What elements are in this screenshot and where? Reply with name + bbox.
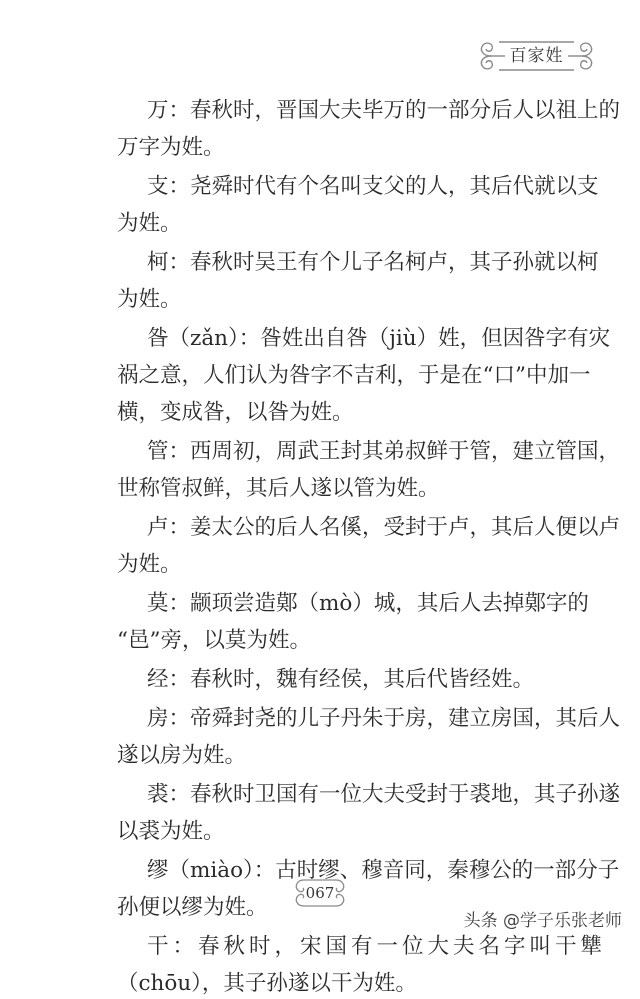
text-line: 为姓。 bbox=[117, 552, 182, 577]
text-line: 卢：姜太公的后人名傒，受封于卢，其后人便以卢 bbox=[147, 515, 621, 540]
text-line: 房：帝舜封尧的儿子丹朱于房，建立房国，其后人 bbox=[147, 706, 621, 731]
text-line: 裘：春秋时卫国有一位大夫受封于裘地，其子孙遂 bbox=[147, 782, 621, 807]
text-line: 支：尧舜时代有个名叫支父的人，其后代就以支 bbox=[147, 174, 599, 199]
text-line: 孙便以缪为姓。 bbox=[117, 895, 268, 920]
page-header bbox=[469, 36, 604, 76]
text-line: 缪（miào）：古时缪、穆音同，秦穆公的一部分子 bbox=[147, 858, 620, 883]
text-line: 遂以房为姓。 bbox=[117, 743, 247, 768]
text-line: （chōu），其子孙遂以干为姓。 bbox=[117, 971, 417, 996]
text-line: 万字为姓。 bbox=[117, 135, 225, 160]
text-line: 经：春秋时，魏有经侯，其后代皆经姓。 bbox=[147, 667, 535, 692]
text-line: 为姓。 bbox=[117, 211, 182, 236]
page-number: 067 bbox=[305, 884, 335, 902]
text-line: 横，变成昝，以昝为姓。 bbox=[117, 400, 354, 425]
text-line: 万：春秋时，晋国大夫毕万的一部分后人以祖上的 bbox=[147, 98, 621, 123]
text-line: 管：西周初，周武王封其弟叔鲜于管，建立管国， bbox=[147, 439, 621, 464]
text-line: “邑”旁，以莫为姓。 bbox=[117, 628, 311, 653]
text-line: 昝（zǎn）：昝姓出自咎（jiù）姓，但因咎字有灾 bbox=[147, 326, 611, 351]
header-title: 百家姓 bbox=[509, 46, 564, 66]
text-line: 祸之意，人们认为咎字不吉利，于是在“口”中加一 bbox=[117, 363, 591, 388]
text-line: 柯：春秋时吴王有个儿子名柯卢，其子孙就以柯 bbox=[147, 250, 599, 275]
text-line: 为姓。 bbox=[117, 287, 182, 312]
text-line: 世称管叔鲜，其后人遂以管为姓。 bbox=[117, 476, 440, 501]
text-line: 干：春秋时，宋国有一位大夫名字叫干犨 bbox=[147, 934, 607, 959]
watermark-text: 头条 @学子乐张老师 bbox=[463, 911, 622, 931]
text-line: 莫：颛顼尝造鄚（mò）城，其后人去掉鄚字的 bbox=[147, 591, 589, 616]
text-line: 以裘为姓。 bbox=[117, 819, 225, 844]
